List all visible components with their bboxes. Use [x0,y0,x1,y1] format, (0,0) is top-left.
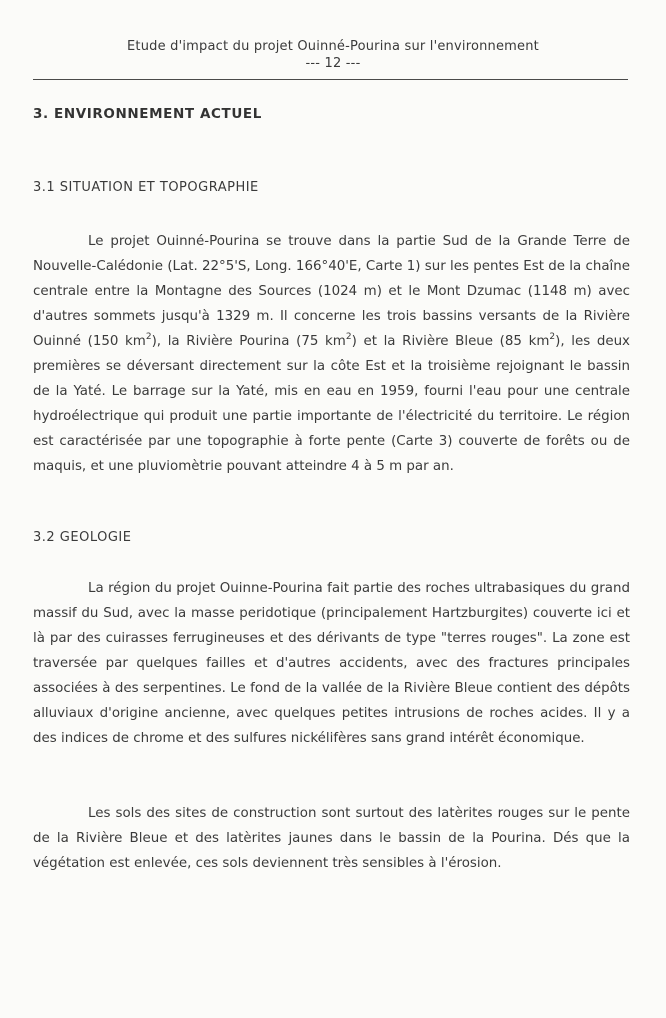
section-heading: 3. ENVIRONNEMENT ACTUEL [33,106,262,122]
paragraph-geologie-1: La région du projet Ouinne-Pourina fait partie des roches ultrabasiques du grand massif du Sud, avec la masse peridotique (principalement Hartzburgites) couverte ici et là par des cuirasses ferrugineuses et des dérivants de type "terres rouges". La zone est traversée par quelques failles et d'autres accidents, avec des fractures principales associées à des serpentines. Le fond de la vallée de la Rivière Bleue contient des dépôts alluviaux d'origine ancienne, avec quelques petites intrusions de roches acides. Il y a des indices de chrome et des sulfures nickélifères sans grand intérêt économique. [33,581,630,746]
page-number: --- 12 --- [305,56,361,71]
page-header [0,38,666,72]
subsection-heading-situation: 3.1 SITUATION ET TOPOGRAPHIE [33,180,259,195]
subsection-heading-geologie: 3.2 GEOLOGIE [33,530,132,545]
paragraph-geologie-2: Les sols des sites de construction sont surtout des latèrites rouges sur le pente de la Rivière Bleue et des latèrites jaunes dans le bassin de la Pourina. Dés que la végétation est enlevée, ces sols deviennent très sensibles à l'érosion. [33,806,630,871]
document-title: Etude d'impact du projet Ouinné-Pourina sur l'environnement [127,39,539,54]
header-divider [33,79,628,80]
paragraph-situation: Le projet Ouinné-Pourina se trouve dans la partie Sud de la Grande Terre de Nouvelle-Calédonie (Lat. 22°5'S, Long. 166°40'E, Carte 1) sur les pentes Est de la chaîne centrale entre la Montagne des Sources (1024 m) et le Mont Dzumac (1148 m) avec d'autres sommets jusqu'à 1329 m. Il concerne les trois bassins versants de la Rivière Ouinné (150 $km^2$), la Rivière Pourina (75 $km^2$) et la Rivière Bleue (85 $km^2$), les deux premières se déversant directement sur la côte Est et la troisième rejoignant le bassin de la Yaté. Le barrage sur la Yaté, mis en eau en 1959, fourni l'eau pour une centrale hydroélectrique qui produit une partie importante de l'électricité du territoire. Le région est caractérisée par une topographie à forte pente (Carte 3) couverte de forêts ou de maquis, et une pluviomètrie pouvant atteindre 4 à 5 m par an. [33,234,630,474]
